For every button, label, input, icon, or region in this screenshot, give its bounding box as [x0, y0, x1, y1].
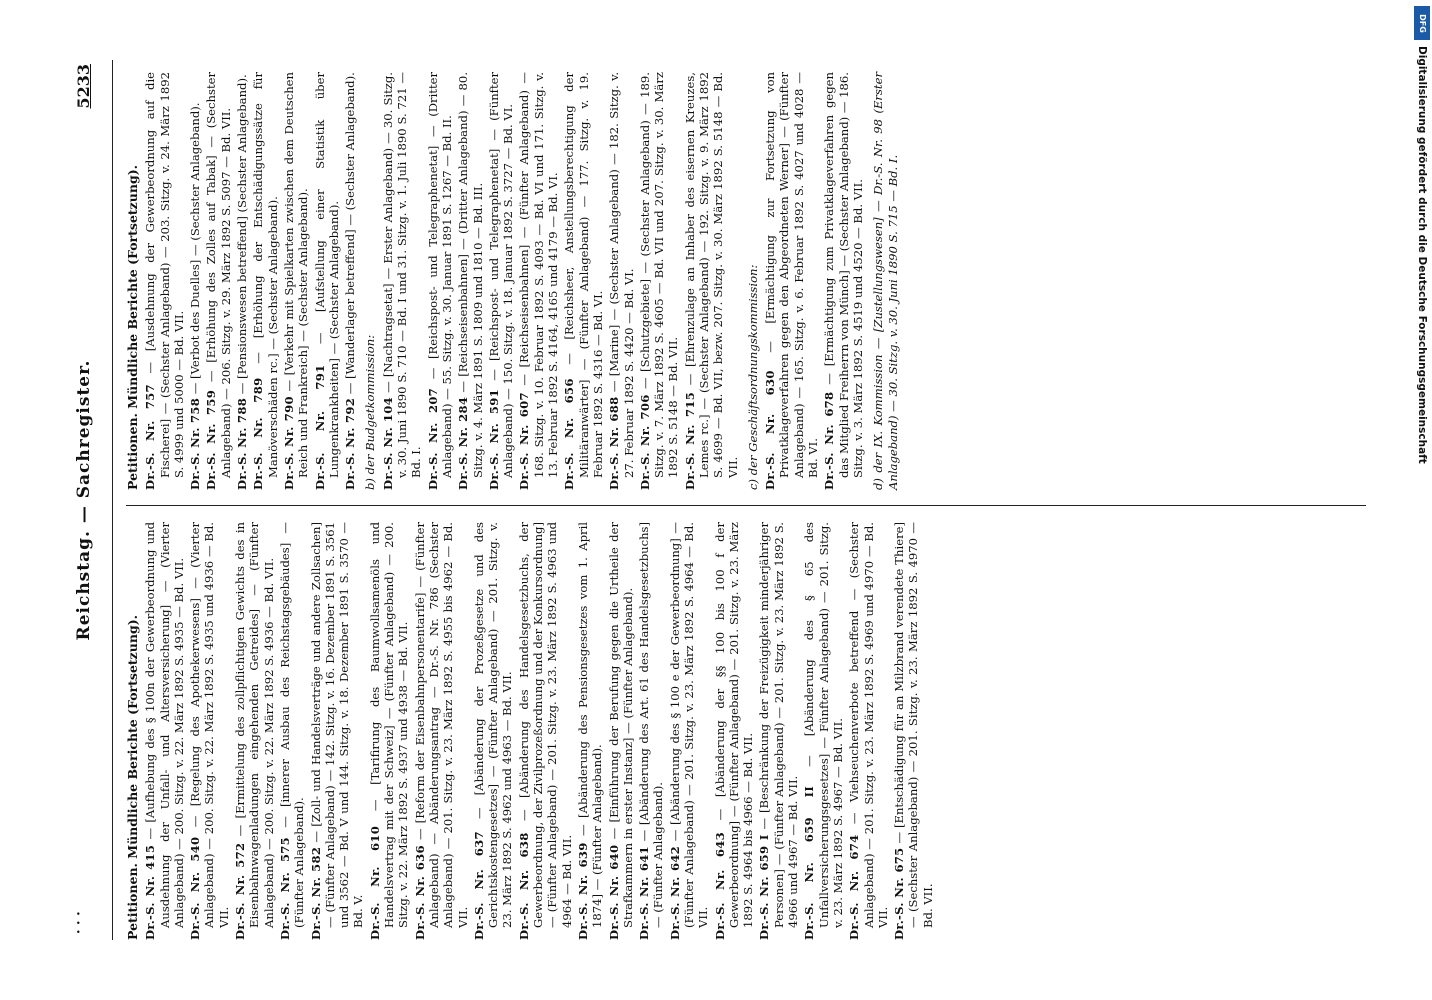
entry-reference: Dr.-S. Nr. 591: [486, 388, 501, 490]
right-entries-list: [143, 72, 357, 490]
register-entry: [282, 72, 311, 490]
entry-text: — [Marine] — (Sechster Anlageband) — 182. Sitzg. v. 27. Februar 1892 S. 4420 — Bd. VI.: [607, 72, 636, 478]
entry-text: — [Reichspost- und Telegraphenetat] — (Dritter Anlageband) — 55. Sitzg. v. 30. Januar 1891 S. 1267 — Bd. II.: [425, 71, 454, 478]
entry-reference: Dr.-S. Nr. 659 I: [757, 834, 772, 940]
entry-text: — [Reichseisenbahnen] — (Dritter Anlageband) — 80. Sitzg. v. 4. März 1891 S. 1809 und 1810 — Bd. III.: [456, 72, 485, 478]
entry-text: — [Abänderung des Pensionsgesetzes vom 1. April 1874] — (Fünfter Anlageband).: [575, 522, 605, 928]
entry-reference: Dr.-S. Nr. 656: [562, 378, 577, 490]
entry-reference: Dr.-S. Nr. 674: [847, 834, 862, 940]
entry-text: — [Erhöhung des Zolles auf Tabak] — (Sechster Anlageband) — 206. Sitzg. v. 29. März 1892 S. 5097 — Bd. VII.: [204, 71, 233, 478]
section-b-list: [381, 72, 740, 490]
register-entry: [802, 522, 845, 940]
entry-reference: Dr.-S. Nr. 643: [712, 832, 727, 940]
entry-reference: Dr.-S. Nr. 636: [412, 845, 427, 940]
register-entry: [562, 72, 605, 490]
entry-reference: Dr.-S. Nr. 659 II: [802, 785, 817, 940]
entry-reference: Dr.-S. Nr. 791: [312, 364, 327, 490]
register-entry: [892, 522, 935, 940]
section-d-heading: d) der IX. Kommission — [Zustellungswesen] — Dr.-S. Nr. 98 (Erster Anlageband) — 30. Sitzg. v. 30. Juni 1890 S. 715 — Bd. I.: [871, 72, 900, 490]
entry-text: — [innerer Ausbau des Reichstagsgebäudes] — (Fünfter Anlageband).: [277, 522, 307, 928]
header-rule: [112, 60, 113, 940]
register-entry: [313, 72, 342, 490]
entry-text: — [Pensionswesen betreffend] (Sechster Anlageband).: [235, 74, 250, 395]
register-entry: [143, 72, 186, 490]
section-c-list: [763, 72, 865, 490]
entry-text: — [Ehrenzulage an Inhaber des eisernen Kreuzes, Lemes rc.] — (Sechster Anlageband) — 192. Sitzg. v. 9. März 1892 S. 4699 — Bd. VII, bezw. 207. Sitzg. v. 30. März 1892 S. 5148 — Bd. VII.: [682, 72, 740, 478]
entry-text: — [Abänderung des § 65 des Unfallversicherungsgesetzes] — Fünfter Anlageband) — 201. Sitzg. v. 23. März 1892 S. 4967 — Bd. VII.: [802, 522, 845, 928]
entry-text: — [Verkehr mit Spielkarten zwischen dem Deutschen Reich und Frankreich] — (Sechster Anlageband).: [281, 71, 311, 478]
entry-text: — Viehseuchenverbote betreffend — (Sechster Anlageband) — 201. Sitzg. v. 23. März 1892 S. 4969 und 4970 — Bd. VII.: [847, 522, 890, 928]
entry-text: — [Ermittelung des zollpflichtigen Gewichts des in Eisenbahnwagenladungen eingehenden Getreides] — (Fünfter Anlageband) — 200. Sitzg. v. 22. März 1892 S. 4936 — Bd. VII.: [233, 522, 276, 928]
page-header: [60, 60, 104, 940]
entry-reference: Dr.-S. Nr. 638: [516, 832, 531, 940]
register-entry: [757, 522, 800, 940]
entry-text: — [Abänderung des Handelsgesetzbuchs, der Gewerbeordnung, der Zivilprozeßordnung und der Konkursordnung] — (Fünfter Anlageband) — 201. Sitzg. v. 23. März 1892 S. 4963 und 4964 — Bd. VII.: [516, 521, 574, 928]
entry-text: — [Abänderung der §§ 100 bis 100 f der Gewerbeordnung] — (Fünfter Anlageband) — 201. Sitzg. v. 23. März 1892 S. 4964 bis 4966 — Bd. VII.: [712, 521, 756, 928]
entry-reference: Dr.-S. Nr. 688: [607, 396, 622, 490]
entry-text: — [Abänderung der Prozeßgesetze und des Gerichtskostengesetzes] — (Fünfter Anlageband) — 201. Sitzg. v. 23. März 1892 S. 4962 und 4963 — Bd. VII.: [471, 522, 515, 928]
register-entry: [309, 522, 366, 940]
entry-text: — [Nachtragsetat] — Erster Anlageband) — 30. Sitzg. v. 30. Juni 1890 S. 710 — Bd. I und 31. Sitzg. v. 1. Juli 1890 S. 721 — Bd. I.: [380, 72, 424, 478]
register-entry: [235, 72, 249, 490]
rotated-register-page: [60, 60, 1380, 940]
register-entry: [607, 72, 636, 490]
entry-reference: Dr.-S. Nr. 639: [575, 842, 590, 940]
entry-reference: Dr.-S. Nr. 757: [143, 384, 158, 490]
dfg-logo: DFG: [1414, 6, 1430, 40]
header-mark: · · ·: [72, 911, 87, 934]
dfg-notice: [1414, 6, 1430, 994]
register-entry: [822, 72, 865, 490]
entry-reference: Dr.-S. Nr. 582: [308, 846, 323, 940]
entry-text: — [Reichseisenbahnen] — (Fünfter Anlageband) — 168. Sitzg. v. 10. Februar 1892 S. 4093 — Bd. VI und 171. Sitzg. v. 13. Februar 1892 S. 4164, 4165 und 4179 — Bd. VI.: [517, 71, 561, 478]
entry-text: — [Abänderung des § 100 e der Gewerbeordnung] — (Fünfter Anlageband) — 201. Sitzg. v. 23. März 1892 S. 4964 — Bd. VII.: [667, 522, 711, 928]
entry-reference: Dr.-S. Nr. 572: [233, 842, 248, 940]
entry-reference: Dr.-S. Nr. 575: [277, 836, 292, 940]
entry-text: — [Schutzgebiete] — (Sechster Anlageband) — 189. Sitzg. v. 7. März 1892 S. 4605 — Bd. VII und 207. Sitzg. v. 30. März 1892 S. 5148 — Bd. VII.: [637, 72, 681, 478]
register-entry: [426, 72, 455, 490]
entry-reference: Dr.-S. Nr. 640: [606, 844, 621, 940]
right-column: [126, 72, 903, 490]
entry-reference: Dr.-S. Nr. 642: [667, 845, 682, 940]
entry-text: — [Ausdehnung der Gewerbeordnung auf die Fischerei] — (Sechster Anlageband) — 203. Sitzg. v. 24. März 1892 S. 4999 und 5000 — Bd. VII.: [143, 71, 186, 478]
entry-reference: Dr.-S. Nr. 790: [281, 396, 296, 490]
register-entry: [278, 522, 307, 940]
entry-text: — [Erhöhung der Entschädigungssätze für Manöverschäden rc.] — (Sechster Anlageband).: [251, 72, 280, 478]
column-divider: [126, 505, 1366, 506]
right-column-title: Petitionen. Mündliche Berichte (Fortsetzung).: [125, 165, 140, 490]
entry-reference: Dr.-S. Nr. 641: [637, 846, 652, 940]
register-entry: [637, 522, 666, 940]
register-entry: [683, 72, 740, 490]
entry-text: — [Tarifirung des Baumwollsamenöls und Handelsvertrag mit der Schweiz] — (Fünfter Anlageband) — 200. Sitzg. v. 22. März 1892 S. 4937 und 4938 — Bd. VII.: [367, 522, 411, 928]
left-column: [126, 522, 937, 940]
register-entry: [456, 72, 485, 490]
entry-reference: Dr.-S. Nr. 792: [343, 397, 358, 490]
entry-reference: Dr.-S. Nr. 759: [204, 389, 219, 490]
running-title: Reichstag. — Sachregister.: [74, 359, 94, 641]
register-entry: [368, 522, 411, 940]
entry-text: — [Abänderung des Art. 61 des Handelsgesetzbuchs] — (Fünfter Anlageband).: [637, 521, 666, 928]
entry-text: — [Verbot des Duelles] — (Sechster Anlageband).: [188, 102, 203, 395]
register-entry: [668, 522, 711, 940]
entry-text: — [Einführung der Berufung gegen die Urtheile der Strafkammern in erster Instanz] — (Fünfter Anlageband).: [606, 522, 635, 928]
entry-text: — [Regelung des Apothekerwesens] — (Vierter Anlageband) — 200. Sitzg. v. 22. März 1892 S. 4935 und 4936 — Bd. VII.: [188, 522, 231, 928]
entry-reference: Dr.-S. Nr. 415: [143, 844, 158, 940]
register-entry: [472, 522, 515, 940]
left-entries-list: [143, 522, 935, 940]
entry-text: — [Reform der Eisenbahnpersonentarife] — (Fünfter Anlageband) — Abänderungsantrag — Dr.-S. Nr. 786 (Sechster Anlageband) — 201. Sitzg. v. 23. März 1892 S. 4955 bis 4962 — Bd. VII.: [412, 522, 470, 928]
entry-text: — [Reichsheer, Anstellungsberechtigung der Militäranwärter] — (Fünfter Anlageband) — 177. Sitzg. v. 19. Februar 1892 S. 4316 — Bd. VI.: [562, 71, 605, 478]
register-entry: [487, 72, 516, 490]
register-entry: [763, 72, 820, 490]
entry-reference: Dr.-S. Nr. 607: [517, 392, 532, 490]
register-entry: [576, 522, 605, 940]
register-entry: [607, 522, 636, 940]
entry-reference: Dr.-S. Nr. 540: [188, 836, 203, 940]
entry-text: — [Aufhebung des § 100n der Gewerbeordnung und Ausdehnung der Unfall- und Altersversicherung] — (Vierter Anlageband) — 200. Sitzg. v. 22. März 1892 S. 4935 — Bd. VII.: [143, 522, 186, 928]
entry-text: — [Wanderlager betreffend] — (Sechster Anlageband).: [343, 72, 358, 395]
entry-reference: Dr.-S. Nr. 789: [251, 377, 266, 490]
entry-text: — [Beschränkung der Freizügigkeit minderjähriger Personen] — (Fünfter Anlageband) — 201. Sitzg. v. 23. März 1892 S. 4966 und 4967 — Bd. VII.: [757, 521, 801, 928]
entry-reference: Dr.-S. Nr. 758: [188, 397, 203, 490]
entry-reference: Dr.-S. Nr. 207: [425, 387, 440, 490]
entry-reference: Dr.-S. Nr. 706: [637, 394, 652, 490]
register-entry: [188, 522, 231, 940]
entry-text: — [Zoll- und Handelsverträge und andere Zollsachen] — (Fünfter Anlageband) — 142. Sitzg. v. 16. Dezember 1891 S. 3561 und 3562 — Bd. V und 144. Sitzg. v. 18. Dezember 1891 S. 3570 — Bd. V.: [308, 521, 366, 928]
register-entry: [638, 72, 681, 490]
register-entry: [343, 72, 357, 490]
entry-text: — [Ermächtigung zum Privatklageverfahren gegen das Mitglied Freiherrn von Münch] — (Sechster Anlageband) — 186. Sitzg. v. 3. März 1892 S. 4519 und 4520 — Bd. VII.: [822, 71, 865, 478]
entry-reference: Dr.-S. Nr. 715: [682, 391, 697, 490]
register-entry: [517, 72, 560, 490]
entry-reference: Dr.-S. Nr. 675: [892, 847, 907, 940]
section-b-heading: b) der Budgetkommission:: [363, 334, 378, 490]
register-entry: [251, 72, 280, 490]
register-entry: [143, 522, 186, 940]
section-c-heading: c) der Geschäftsordnungskommission:: [745, 264, 760, 490]
page-number: 5233: [74, 64, 93, 109]
register-entry: [233, 522, 276, 940]
entry-reference: Dr.-S. Nr. 104: [380, 397, 395, 490]
register-entry: [713, 522, 756, 940]
dfg-notice-text: Digitalisierung gefördert durch die Deutsche Forschungsgemeinschaft: [1416, 46, 1428, 464]
entry-reference: Dr.-S. Nr. 788: [235, 397, 250, 490]
register-entry: [188, 72, 202, 490]
register-entry: [204, 72, 233, 490]
entry-text: — [Entschädigung für an Milzbrand verendete Thiere] — (Sechster Anlageband) — 201. Sitzg. v. 23. März 1892 S. 4970 — Bd. VII.: [892, 522, 935, 928]
left-column-title: Petitionen. Mündliche Berichte (Fortsetzung).: [125, 615, 140, 940]
entry-reference: Dr.-S. Nr. 678: [822, 391, 837, 490]
register-entry: [847, 522, 890, 940]
register-entry: [517, 522, 574, 940]
register-entry: [413, 522, 470, 940]
entry-text: — [Aufstellung einer Statistik über Lungenkrankheiten] — (Sechster Anlageband).: [312, 72, 341, 478]
entry-reference: Dr.-S. Nr. 637: [471, 831, 486, 940]
entry-reference: Dr.-S. Nr. 610: [367, 825, 382, 940]
entry-text: — [Ermächtigung zur Fortsetzung von Privatklageverfahren gegen den Abgeordneten Werner] — (Fünfter Anlageband) — 165. Sitzg. v. 6. Februar 1892 S. 4027 und 4028 — Bd. VI.: [763, 71, 821, 478]
entry-text: — [Reichspost- und Telegraphenetat] — (Fünfter Anlageband) — 150. Sitzg. v. 18. Januar 1892 S. 3727 — Bd. VI.: [486, 71, 516, 478]
entry-reference: Dr.-S. Nr. 630: [763, 370, 778, 490]
dfg-notice-text-wrap: [1414, 46, 1430, 986]
entry-reference: Dr.-S. Nr. 284: [456, 396, 471, 490]
register-entry: [381, 72, 424, 490]
